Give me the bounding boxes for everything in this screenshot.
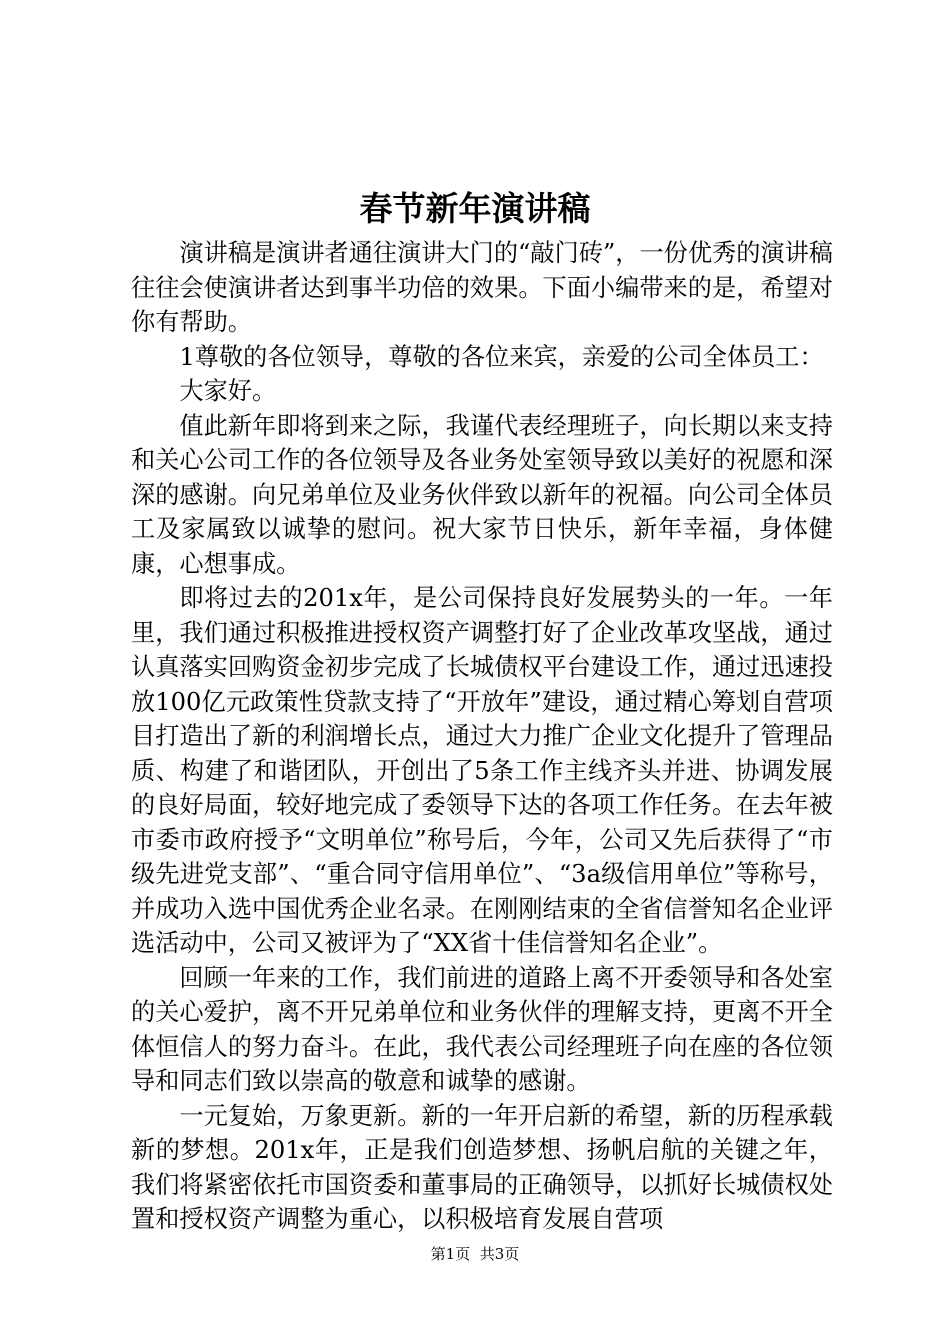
- page-footer: [0, 1244, 950, 1264]
- document-title: 春节新年演讲稿: [359, 189, 591, 228]
- paragraph: 值此新年即将到来之际，我谨代表经理班子，向长期以来支持和关心公司工作的各位领导及各业务处室领导致以美好的祝愿和深深的感谢。向兄弟单位及业务伙伴致以新年的祝福。向公司全体员工及家属致以诚挚的慰问。祝大家节日快乐，新年幸福，身体健康，心想事成。: [131, 411, 833, 578]
- paragraph: 演讲稿是演讲者通往演讲大门的“敲门砖”，一份优秀的演讲稿往往会使演讲者达到事半功倍的效果。下面小编带来的是，希望对你有帮助。: [131, 239, 833, 336]
- paragraph: 即将过去的201x年，是公司保持良好发展势头的一年。一年里，我们通过积极推进授权资产调整打好了企业改革攻坚战，通过认真落实回购资金初步完成了长城债权平台建设工作，通过迅速投放100亿元政策性贷款支持了“开放年”建设，通过精心筹划自营项目打造出了新的利润增长点，通过大力推广企业文化提升了管理品质、构建了和谐团队，开创出了5条工作主线齐头并进、协调发展的良好局面，较好地完成了委领导下达的各项工作任务。在去年被市委市政府授予“文明单位”称号后，今年，公司又先后获得了“市级先进党支部”、“重合同守信用单位”、“3a级信用单位”等称号，并成功入选中国优秀企业名录。在刚刚结束的全省信誉知名企业评选活动中，公司又被评为了“XX省十佳信誉知名企业”。: [131, 584, 833, 957]
- paragraph: 一元复始，万象更新。新的一年开启新的希望，新的历程承载新的梦想。201x年，正是我们创造梦想、扬帆启航的关键之年，我们将紧密依托市国资委和董事局的正确领导，以抓好长城债权处置和授权资产调整为重心，以积极培育发展自营项: [131, 1101, 833, 1233]
- document-body: [131, 236, 833, 1237]
- paragraph: 回顾一年来的工作，我们前进的道路上离不开委领导和各处室的关心爱护，离不开兄弟单位和业务伙伴的理解支持，更离不开全体恒信人的努力奋斗。在此，我代表公司经理班子向在座的各位领导和同志们致以崇高的敬意和诚挚的感谢。: [131, 963, 833, 1095]
- paragraph: 1尊敬的各位领导，尊敬的各位来宾，亲爱的公司全体员工：: [179, 342, 824, 371]
- paragraph: 大家好。: [179, 377, 277, 405]
- page-number: 第1页: [430, 1245, 471, 1263]
- page-total: 共3页: [479, 1245, 520, 1263]
